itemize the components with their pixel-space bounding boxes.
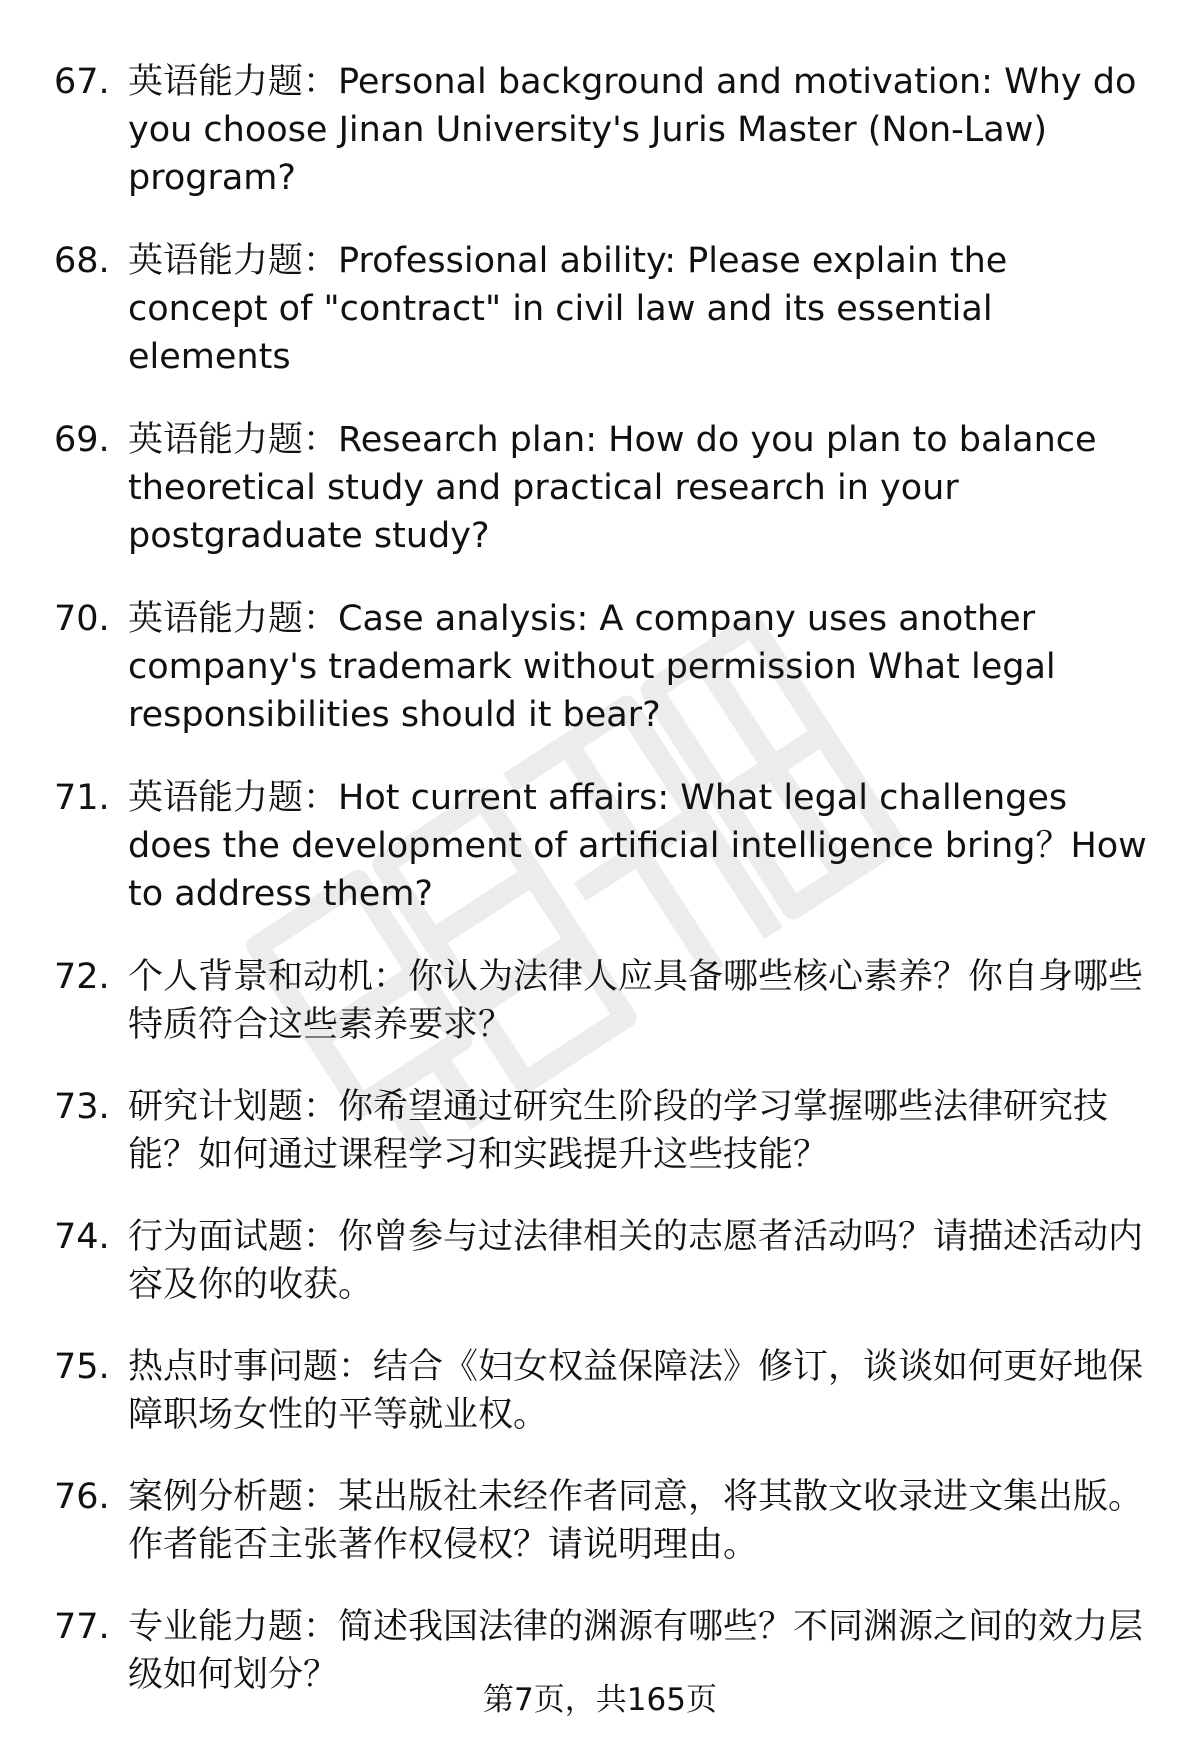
question-item-67 xyxy=(54,58,1154,202)
question-item-70 xyxy=(54,595,1154,739)
question-number: 76. xyxy=(54,1477,110,1517)
question-text: 英语能力题：Research plan: How do you plan to balance theoretical study and practical research in your postgraduate study? xyxy=(128,420,1097,556)
question-item-74 xyxy=(54,1213,1154,1309)
question-item-75 xyxy=(54,1343,1154,1439)
question-item-68 xyxy=(54,237,1154,381)
question-text: 英语能力题：Hot current affairs: What legal challenges does the development of artificial intelligence bring？How to address them? xyxy=(128,778,1147,914)
question-number: 74. xyxy=(54,1217,110,1257)
question-number: 71. xyxy=(54,778,110,818)
question-number: 72. xyxy=(54,957,110,997)
question-number: 70. xyxy=(54,599,110,639)
question-text: 研究计划题：你希望通过研究生阶段的学习掌握哪些法律研究技能？如何通过课程学习和实践提升这些技能？ xyxy=(128,1087,1109,1175)
question-item-76 xyxy=(54,1473,1154,1569)
question-number: 67. xyxy=(54,62,110,102)
question-number: 77. xyxy=(54,1607,110,1647)
question-text: 英语能力题：Professional ability: Please explain the concept of "contract" in civil law and its essential elements xyxy=(128,241,1008,377)
question-number: 75. xyxy=(54,1347,110,1387)
question-text: 英语能力题：Case analysis: A company uses another company's trademark without permission What legal responsibilities should it bear? xyxy=(128,599,1056,735)
question-item-73 xyxy=(54,1083,1154,1179)
question-number: 73. xyxy=(54,1087,110,1127)
question-item-71 xyxy=(54,774,1154,918)
question-text: 行为面试题：你曾参与过法律相关的志愿者活动吗？请描述活动内容及你的收获。 xyxy=(128,1217,1144,1305)
question-number: 69. xyxy=(54,420,110,460)
question-list xyxy=(54,58,1154,1733)
question-item-72 xyxy=(54,953,1154,1049)
question-text: 案例分析题：某出版社未经作者同意，将其散文收录进文集出版。作者能否主张著作权侵权？请说明理由。 xyxy=(128,1477,1144,1565)
question-number: 68. xyxy=(54,241,110,281)
question-text: 热点时事问题：结合《妇女权益保障法》修订，谈谈如何更好地保障职场女性的平等就业权。 xyxy=(128,1347,1144,1435)
question-text: 专业能力题：简述我国法律的渊源有哪些？不同渊源之间的效力层级如何划分？ xyxy=(128,1607,1144,1695)
question-text: 英语能力题：Personal background and motivation: Why do you choose Jinan University's Juris Master (Non-Law) program? xyxy=(128,62,1137,198)
question-text: 个人背景和动机：你认为法律人应具备哪些核心素养？你自身哪些特质符合这些素养要求？ xyxy=(128,957,1144,1045)
question-item-69 xyxy=(54,416,1154,560)
page-number-footer: 第7页，共165页 xyxy=(483,1682,717,1718)
